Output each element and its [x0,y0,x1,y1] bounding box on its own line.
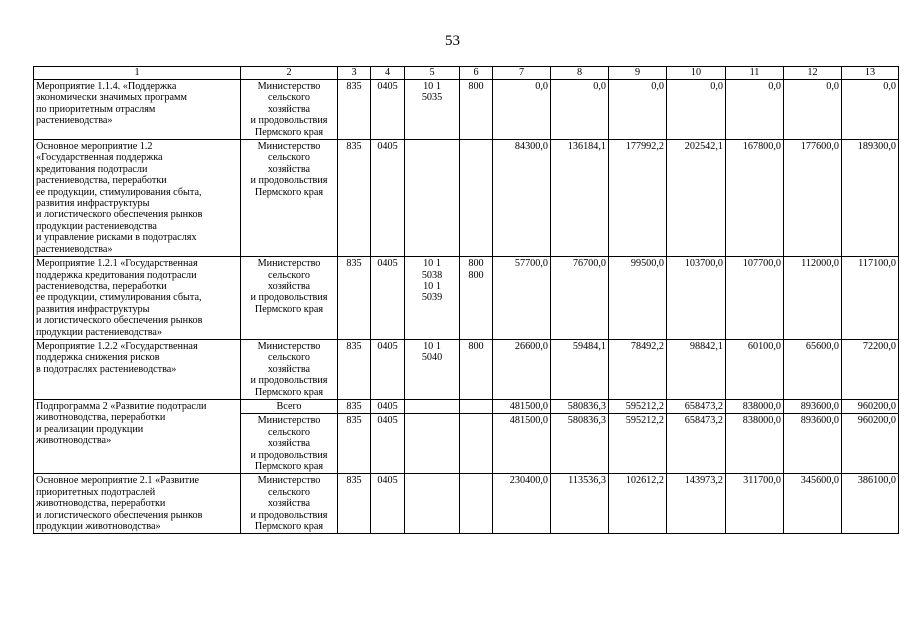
column-header: 12 [784,67,842,80]
expense-type-cell [460,257,493,340]
executor-cell [241,414,338,474]
target-article-cell-line: 5039 [421,292,443,304]
executor-cell-line: Пермского края [254,303,324,315]
executor-cell-line: сельского [268,486,310,498]
target-article-cell [405,414,460,474]
target-article-cell [405,140,460,257]
amount-cell: 65600,0 [784,339,842,399]
executor-cell-line: сельского [268,269,310,281]
program-name-cell-line: Основное мероприятие 2.1 «Развитие [36,475,200,487]
executor-cell-line: сельского [268,92,310,104]
amount-cell: 57700,0 [493,257,551,340]
executor-cell-line: сельского [268,426,310,438]
amount-cell: 0,0 [551,80,609,140]
page-number: 53 [445,33,460,49]
expense-type-cell-line: 800 [468,81,484,92]
executor-cell-line: Министерство [257,415,321,427]
amount-cell: 72200,0 [842,339,899,399]
code-cell: 835 [338,474,371,534]
program-name-cell [34,474,241,534]
amount-cell: 0,0 [784,80,842,140]
executor-cell-line: Пермского края [254,386,324,398]
program-name-cell-line: продукции животноводства» [36,521,161,533]
amount-cell: 112000,0 [784,257,842,340]
column-header: 4 [371,67,405,80]
executor-cell-line: Министерство [257,81,321,92]
expense-type-cell [460,474,493,534]
program-name-cell-line: продукции растениеводства [36,220,157,232]
expense-type-cell-line: 800 [468,340,484,352]
section-code-cell: 0405 [371,80,405,140]
executor-cell-line: и продовольствия [250,175,328,187]
column-header: 5 [405,67,460,80]
table-row [34,257,899,340]
column-header: 10 [667,67,726,80]
executor-cell-line: хозяйства [267,280,311,292]
amount-cell: 658473,2 [667,399,726,413]
program-name-cell-line: Мероприятие 1.1.4. «Поддержка [36,81,177,92]
table-body [34,80,899,534]
program-name-cell-line: ее продукции, стимулирования сбыта, [36,186,202,198]
column-header: 1 [34,67,241,80]
amount-cell: 202542,1 [667,140,726,257]
executor-cell-line: и продовольствия [250,292,328,304]
code-cell: 835 [338,257,371,340]
program-name-cell-line: в подотраслях растениеводства» [36,363,177,375]
amount-cell: 0,0 [493,80,551,140]
program-name-cell-line: растениеводства, переработки [36,175,167,187]
executor-cell [241,80,338,140]
amount-cell: 84300,0 [493,140,551,257]
amount-cell: 60100,0 [726,339,784,399]
amount-cell: 102612,2 [609,474,667,534]
executor-cell-line: хозяйства [267,163,311,175]
program-name-cell-line: по приоритетным отраслям [36,103,156,115]
table-row [34,474,899,534]
table-row [34,80,899,140]
amount-cell: 838000,0 [726,399,784,413]
amount-cell: 189300,0 [842,140,899,257]
column-header: 8 [551,67,609,80]
executor-cell-line: хозяйства [267,498,311,510]
code-cell: 835 [338,414,371,474]
target-article-cell [405,474,460,534]
amount-cell: 230400,0 [493,474,551,534]
amount-cell: 595212,2 [609,399,667,413]
executor-cell-line: Пермского края [254,521,324,533]
amount-cell: 167800,0 [726,140,784,257]
program-name-cell-line: растениеводства» [36,115,113,127]
amount-cell: 78492,2 [609,339,667,399]
program-name-cell [34,399,241,473]
executor-cell [241,399,338,413]
section-code-cell: 0405 [371,399,405,413]
program-name-cell-line: Мероприятие 1.2.2 «Государственная [36,340,198,352]
program-name-cell [34,339,241,399]
expense-type-cell [460,80,493,140]
executor-cell-line: сельского [268,352,310,364]
program-name-cell-line: кредитования подотрасли [36,163,148,175]
target-article-cell-line: 10 1 [423,280,441,292]
amount-cell: 0,0 [667,80,726,140]
amount-cell: 960200,0 [842,414,899,474]
code-cell: 835 [338,339,371,399]
program-name-cell-line: Основное мероприятие 1.2 [36,141,153,153]
program-name-cell [34,257,241,340]
table-row [34,399,899,413]
executor-cell-line: Всего [276,400,302,412]
budget-table [33,66,899,534]
amount-cell: 386100,0 [842,474,899,534]
executor-cell [241,140,338,257]
amount-cell: 0,0 [609,80,667,140]
executor-cell-line: и продовольствия [250,375,328,387]
target-article-cell [405,80,460,140]
code-cell: 835 [338,140,371,257]
program-name-cell-line: животноводства, переработки [36,412,166,424]
amount-cell: 103700,0 [667,257,726,340]
executor-cell-line: Пермского края [254,126,324,138]
amount-cell: 893600,0 [784,414,842,474]
target-article-cell-line: 5035 [421,92,443,104]
column-header: 6 [460,67,493,80]
amount-cell: 98842,1 [667,339,726,399]
executor-cell-line: хозяйства [267,363,311,375]
program-name-cell-line: Подпрограмма 2 «Развитие подотрасли [36,400,207,412]
expense-type-cell-line: 800 [468,258,484,270]
amount-cell: 580836,3 [551,414,609,474]
program-name-cell-line: и логистического обеспечения рынков [36,509,203,521]
expense-type-cell [460,399,493,413]
program-name-cell-line: растениеводства, переработки [36,280,167,292]
expense-type-cell-line: 800 [468,269,484,281]
program-name-cell-line: продукции растениеводства» [36,326,162,338]
column-header: 3 [338,67,371,80]
target-article-cell-line: 10 1 [423,81,441,92]
amount-cell: 136184,1 [551,140,609,257]
section-code-cell: 0405 [371,474,405,534]
target-article-cell [405,339,460,399]
amount-cell: 311700,0 [726,474,784,534]
target-article-cell [405,257,460,340]
amount-cell: 893600,0 [784,399,842,413]
executor-cell-line: сельского [268,152,310,164]
program-name-cell-line: и управление рисками в подотраслях [36,232,197,244]
program-name-cell [34,80,241,140]
header-row [34,67,899,80]
column-header: 13 [842,67,899,80]
amount-cell: 481500,0 [493,414,551,474]
executor-cell-line: и продовольствия [250,449,328,461]
executor-cell-line: и продовольствия [250,509,328,521]
executor-cell-line: Министерство [257,258,321,270]
amount-cell: 838000,0 [726,414,784,474]
amount-cell: 26600,0 [493,339,551,399]
amount-cell: 345600,0 [784,474,842,534]
target-article-cell-line: 5038 [421,269,443,281]
executor-cell-line: хозяйства [267,103,311,115]
table-row [34,339,899,399]
column-header: 9 [609,67,667,80]
program-name-cell-line: «Государственная поддержка [36,152,163,164]
program-name-cell-line: развития инфраструктуры [36,198,150,210]
section-code-cell: 0405 [371,339,405,399]
program-name-cell-line: растениеводства» [36,243,113,255]
amount-cell: 481500,0 [493,399,551,413]
section-code-cell: 0405 [371,140,405,257]
program-name-cell-line: ее продукции, стимулирования сбыта, [36,292,202,304]
amount-cell: 113536,3 [551,474,609,534]
program-name-cell-line: и реализации продукции [36,423,144,435]
target-article-cell-line: 5040 [421,352,443,364]
executor-cell-line: и продовольствия [250,115,328,127]
executor-cell-line: Министерство [257,475,321,487]
target-article-cell-line: 10 1 [423,340,441,352]
column-header: 2 [241,67,338,80]
expense-type-cell [460,339,493,399]
column-header: 7 [493,67,551,80]
executor-cell-line: хозяйства [267,438,311,450]
program-name-cell-line: и логистического обеспечения рынков [36,315,203,327]
executor-cell-line: Пермского края [254,461,324,472]
amount-cell: 580836,3 [551,399,609,413]
program-name-cell-line: животноводства, переработки [36,498,166,510]
target-article-cell [405,399,460,413]
expense-type-cell [460,414,493,474]
amount-cell: 960200,0 [842,399,899,413]
section-code-cell: 0405 [371,414,405,474]
executor-cell-line: Пермского края [254,186,324,198]
program-name-cell-line: поддержка кредитования подотрасли [36,269,197,281]
program-name-cell-line: приоритетных подотраслей [36,486,156,498]
amount-cell: 143973,2 [667,474,726,534]
amount-cell: 117100,0 [842,257,899,340]
amount-cell: 177600,0 [784,140,842,257]
section-code-cell: 0405 [371,257,405,340]
amount-cell: 59484,1 [551,339,609,399]
amount-cell: 177992,2 [609,140,667,257]
code-cell: 835 [338,80,371,140]
program-name-cell-line: и логистического обеспечения рынков [36,209,203,221]
program-name-cell-line: животноводства» [36,435,112,447]
amount-cell: 99500,0 [609,257,667,340]
amount-cell: 107700,0 [726,257,784,340]
executor-cell [241,257,338,340]
executor-cell-line: Министерство [257,141,321,153]
amount-cell: 658473,2 [667,414,726,474]
expense-type-cell [460,140,493,257]
amount-cell: 595212,2 [609,414,667,474]
executor-cell [241,339,338,399]
amount-cell: 76700,0 [551,257,609,340]
target-article-cell-line: 10 1 [423,258,441,270]
program-name-cell [34,140,241,257]
amount-cell: 0,0 [726,80,784,140]
table-row [34,140,899,257]
program-name-cell-line: развития инфраструктуры [36,303,150,315]
executor-cell-line: Министерство [257,340,321,352]
column-header: 11 [726,67,784,80]
executor-cell [241,474,338,534]
program-name-cell-line: Мероприятие 1.2.1 «Государственная [36,258,198,270]
program-name-cell-line: экономически значимых программ [36,92,187,104]
program-name-cell-line: поддержка снижения рисков [36,352,160,364]
amount-cell: 0,0 [842,80,899,140]
code-cell: 835 [338,399,371,413]
